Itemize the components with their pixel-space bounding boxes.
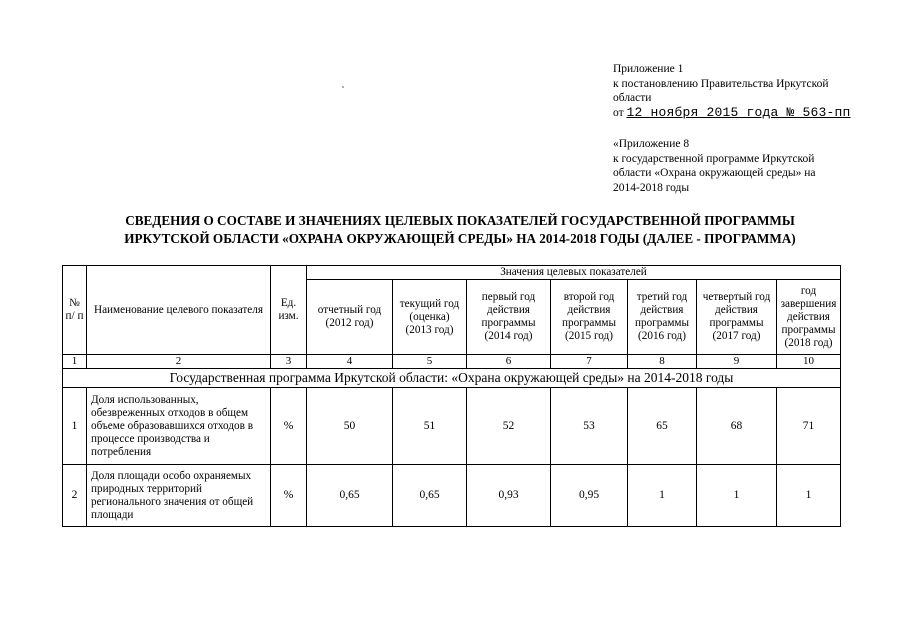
header-2014: первый год действия программы (2014 год) — [467, 280, 551, 355]
header-unit: Ед. изм. — [271, 266, 307, 355]
value-2013: 51 — [393, 388, 467, 465]
header-2018: год завершения действия программы (2018 год) — [777, 280, 841, 355]
appendix-1-line: области — [613, 92, 652, 104]
column-number: 1 — [63, 355, 87, 369]
scan-artifact — [342, 86, 344, 88]
column-number: 4 — [307, 355, 393, 369]
resolution-date-number: 12 ноября 2015 года № 563-пп — [626, 104, 851, 120]
row-number: 1 — [63, 388, 87, 465]
table-row — [63, 465, 841, 527]
value-2018: 71 — [777, 388, 841, 465]
column-number: 9 — [697, 355, 777, 369]
table-header-row — [63, 266, 841, 280]
appendix-1-line: Приложение 1 — [613, 63, 684, 75]
header-2016: третий год действия программы (2016 год) — [628, 280, 697, 355]
header-num: № п/ п — [63, 266, 87, 355]
appendix-8-line: 2014-2018 годы — [613, 181, 690, 194]
value-2012: 50 — [307, 388, 393, 465]
value-2017: 68 — [697, 388, 777, 465]
header-values-group: Значения целевых показателей — [307, 266, 841, 280]
document-title — [55, 212, 865, 248]
header-2013: текущий год (оценка) (2013 год) — [393, 280, 467, 355]
appendix-8-block — [613, 137, 863, 195]
value-2014: 52 — [467, 388, 551, 465]
value-2018: 1 — [777, 465, 841, 527]
value-2017: 1 — [697, 465, 777, 527]
value-2014: 0,93 — [467, 465, 551, 527]
value-2016: 65 — [628, 388, 697, 465]
column-number: 8 — [628, 355, 697, 369]
header-2017: четвертый год действия программы (2017 год) — [697, 280, 777, 355]
document-title-line: ИРКУТСКОЙ ОБЛАСТИ «ОХРАНА ОКРУЖАЮЩЕЙ СРЕДЫ» НА 2014-2018 ГОДЫ (ДАЛЕЕ - ПРОГРАММА) — [124, 231, 796, 246]
column-number: 6 — [467, 355, 551, 369]
value-2016: 1 — [628, 465, 697, 527]
appendix-1-block — [613, 62, 868, 120]
column-number: 10 — [777, 355, 841, 369]
value-2013: 0,65 — [393, 465, 467, 527]
date-prefix: от — [613, 106, 624, 119]
document-title-line: СВЕДЕНИЯ О СОСТАВЕ И ЗНАЧЕНИЯХ ЦЕЛЕВЫХ ПОКАЗАТЕЛЕЙ ГОСУДАРСТВЕННОЙ ПРОГРАММЫ — [125, 213, 795, 228]
indicator-name: Доля площади особо охраняемых природных территорий регионального значения от общей площади — [87, 465, 271, 527]
value-2015: 53 — [551, 388, 628, 465]
row-number: 2 — [63, 465, 87, 527]
appendix-8-line: области «Охрана окружающей среды» на — [613, 167, 816, 179]
column-number-row — [63, 355, 841, 369]
header-2012: отчетный год (2012 год) — [307, 280, 393, 355]
section-title: Государственная программа Иркутской области: «Охрана окружающей среды» на 2014-2018 годы — [63, 369, 841, 388]
appendix-8-line: к государственной программе Иркутской — [613, 152, 815, 165]
indicators-table — [62, 265, 841, 527]
value-2012: 0,65 — [307, 465, 393, 527]
column-number: 7 — [551, 355, 628, 369]
header-2015: второй год действия программы (2015 год) — [551, 280, 628, 355]
value-2015: 0,95 — [551, 465, 628, 527]
table-row — [63, 388, 841, 465]
indicator-unit: % — [271, 465, 307, 527]
indicator-name: Доля использованных, обезвреженных отходов в общем объеме образовавшихся отходов в процессе производства и потребления — [87, 388, 271, 465]
column-number: 2 — [87, 355, 271, 369]
appendix-1-line: к постановлению Правительства Иркутской — [613, 77, 829, 90]
header-name: Наименование целевого показателя — [87, 266, 271, 355]
appendix-1-date-line — [613, 106, 868, 121]
column-number: 3 — [271, 355, 307, 369]
indicator-unit: % — [271, 388, 307, 465]
column-number: 5 — [393, 355, 467, 369]
appendix-8-line: «Приложение 8 — [613, 138, 690, 150]
section-row — [63, 369, 841, 388]
